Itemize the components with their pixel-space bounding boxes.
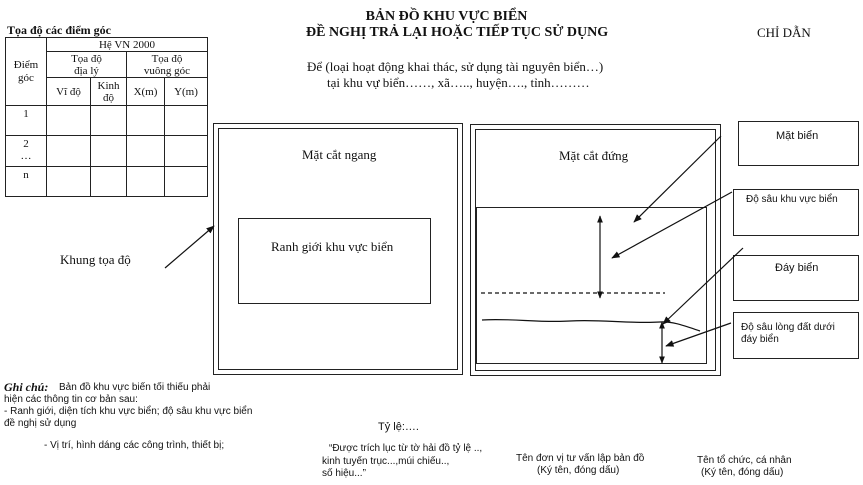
map-subtitle-heading: ĐỀ NGHỊ TRẢ LẠI HOẶC TIẾP TỤC SỬ DỤNG xyxy=(306,25,609,40)
row-label: 2 … xyxy=(6,136,47,167)
legend-sea-surface-label: Mặt biển xyxy=(776,130,819,142)
legend-depth-label: Độ sâu khu vực biển xyxy=(746,194,838,205)
legend-seabed-label: Đáy biển xyxy=(775,262,819,274)
notes-line-2: hiện các thông tin cơ bản sau: xyxy=(4,394,138,405)
consultant-name: Tên đơn vị tư vấn lập bản đồ xyxy=(516,453,645,464)
extract-line-2: kinh tuyến trục...,múi chiếu.., xyxy=(322,456,450,467)
header-system: Hệ VN 2000 xyxy=(47,38,208,52)
row-label: n xyxy=(6,167,47,197)
header-geo: Tọa độ địa lý xyxy=(47,52,127,78)
header-lon: Kinh độ xyxy=(91,78,127,106)
cross-section-v-title: Mặt cắt đứng xyxy=(559,148,629,163)
cross-section-h-title: Mặt cắt ngang xyxy=(302,147,377,162)
legend-subsoil-label-1: Độ sâu lòng đất dưới xyxy=(741,322,835,333)
header-point: Điểm góc xyxy=(6,38,47,106)
consultant-sign: (Ký tên, đóng dấu) xyxy=(537,465,620,476)
row-label: 1 xyxy=(6,106,47,136)
notes-line-3: - Ranh giới, diện tích khu vực biển; độ sâu khu vực biển xyxy=(4,406,253,417)
notes-line-1: Bản đồ khu vực biển tối thiểu phải xyxy=(59,382,211,393)
extract-line-1: “Được trích lục từ tờ hải đồ tỷ lệ .., xyxy=(329,443,483,454)
header-lat: Vĩ độ xyxy=(47,78,91,106)
header-x: X(m) xyxy=(127,78,165,106)
boundary-label: Ranh giới khu vực biển xyxy=(271,239,394,254)
notes-heading: Ghi chú: xyxy=(4,380,49,394)
sea-surface-arrow xyxy=(634,136,721,222)
legend-heading: CHỈ DẪN xyxy=(757,25,811,40)
seabed-arrow xyxy=(663,248,743,324)
map-title: BẢN ĐỒ KHU VỰC BIỂN xyxy=(365,9,528,24)
organization-sign: (Ký tên, đóng dấu) xyxy=(701,467,784,478)
coords-heading: Tọa độ các điểm góc xyxy=(7,23,111,37)
notes-line-4: đề nghị sử dụng xyxy=(4,418,77,429)
notes-line-5: - Vị trí, hình dáng các công trình, thiết bị; xyxy=(44,440,225,451)
location-description: tại khu vự biển……, xã….., huyện…., tỉnh……… xyxy=(327,75,590,90)
activity-description: Để (loại hoạt động khai thác, sử dụng tài nguyên biển…) xyxy=(307,59,604,74)
extract-line-3: số hiệu...” xyxy=(322,468,366,479)
header-rect: Tọa độ vuông góc xyxy=(127,52,208,78)
organization-name: Tên tổ chức, cá nhân xyxy=(697,455,792,466)
header-y: Y(m) xyxy=(165,78,208,106)
seabed-wavy-line xyxy=(482,320,700,331)
frame-arrow xyxy=(165,226,214,268)
subsoil-arrow xyxy=(666,323,731,346)
legend-subsoil-label-2: đáy biển xyxy=(741,334,779,345)
frame-label: Khung tọa độ xyxy=(60,252,131,267)
scale-label: Tỷ lệ:…. xyxy=(378,421,419,433)
depth-arrow xyxy=(612,192,732,258)
